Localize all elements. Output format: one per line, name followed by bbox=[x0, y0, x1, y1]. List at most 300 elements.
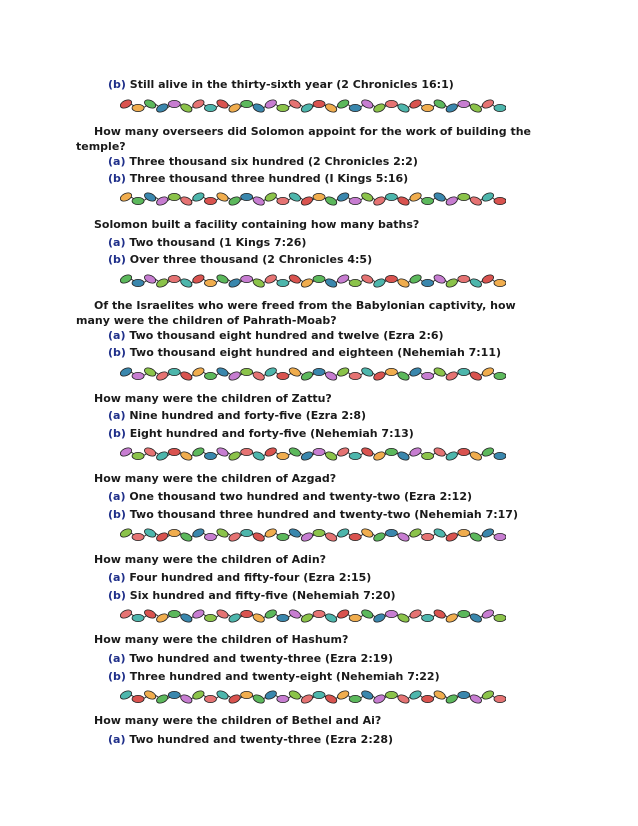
leaf-icon bbox=[168, 610, 180, 617]
option-text: Three hundred and twenty-eight (Nehemiah 7:22) bbox=[125, 670, 440, 683]
leaf-icon bbox=[143, 446, 157, 458]
leaf-icon bbox=[481, 191, 495, 203]
leaf-icon bbox=[494, 695, 506, 702]
question-2: Solomon built a facility containing how many baths? bbox=[94, 218, 420, 231]
leaf-icon bbox=[204, 104, 216, 111]
leaf-icon bbox=[409, 366, 423, 378]
option-text: Over three thousand (2 Chronicles 4:5) bbox=[125, 253, 373, 266]
leaf-icon bbox=[385, 100, 397, 107]
leaf-icon bbox=[300, 531, 314, 543]
option-8a bbox=[108, 732, 568, 747]
leaf-icon bbox=[132, 452, 144, 459]
option-letter: (b) bbox=[108, 589, 126, 602]
vine-border-graphic bbox=[120, 190, 506, 208]
vine-border-graphic bbox=[120, 607, 506, 625]
leaf-icon bbox=[155, 102, 169, 114]
leaf-icon bbox=[481, 273, 495, 285]
option-text: One thousand two hundred and twenty-two (Ezra 2:12) bbox=[125, 490, 473, 503]
leaf-icon bbox=[277, 104, 289, 111]
option-5b bbox=[108, 507, 568, 522]
leaf-icon bbox=[409, 608, 423, 620]
leaf-icon bbox=[132, 695, 144, 702]
vine-border-graphic bbox=[120, 97, 506, 115]
leaf-icon bbox=[397, 693, 411, 705]
leaf-icon bbox=[324, 693, 338, 705]
leaf-icon bbox=[409, 446, 423, 458]
leaf-icon bbox=[179, 102, 193, 114]
leaf-icon bbox=[155, 195, 169, 207]
leaf-icon bbox=[143, 191, 157, 203]
leaf-icon bbox=[228, 693, 242, 705]
vine-border-icon bbox=[120, 607, 506, 625]
leaf-icon bbox=[120, 273, 133, 285]
leaf-icon bbox=[481, 366, 495, 378]
leaf-icon bbox=[179, 370, 193, 382]
leaf-icon bbox=[313, 100, 325, 107]
vine-border-graphic bbox=[120, 526, 506, 544]
leaf-icon bbox=[385, 448, 397, 455]
leaf-icon bbox=[422, 695, 434, 702]
leaf-icon bbox=[252, 370, 266, 382]
leaf-icon bbox=[409, 527, 423, 539]
option-4b bbox=[108, 426, 568, 441]
leaf-icon bbox=[132, 372, 144, 379]
leaf-icon bbox=[252, 531, 266, 543]
leaf-icon bbox=[494, 104, 506, 111]
leaf-icon bbox=[494, 197, 506, 204]
leaf-icon bbox=[445, 195, 459, 207]
leaf-icon bbox=[277, 197, 289, 204]
leaf-icon bbox=[385, 610, 397, 617]
leaf-icon bbox=[324, 102, 338, 114]
vine-border-graphic bbox=[120, 365, 506, 383]
leaf-icon bbox=[252, 102, 266, 114]
leaf-icon bbox=[433, 608, 447, 620]
leaf-icon bbox=[241, 610, 253, 617]
option-text: Nine hundred and forty-five (Ezra 2:8) bbox=[125, 409, 367, 422]
leaf-icon bbox=[120, 446, 133, 458]
leaf-icon bbox=[372, 531, 386, 543]
leaf-icon bbox=[445, 450, 459, 462]
leaf-icon bbox=[385, 193, 397, 200]
leaf-icon bbox=[458, 610, 470, 617]
leaf-icon bbox=[300, 277, 314, 289]
option-letter: (a) bbox=[108, 571, 126, 584]
leaf-icon bbox=[397, 195, 411, 207]
leaf-icon bbox=[288, 98, 302, 110]
leaf-icon bbox=[264, 98, 278, 110]
leaf-icon bbox=[422, 197, 434, 204]
leaf-icon bbox=[179, 612, 193, 624]
vine-border-graphic bbox=[120, 445, 506, 463]
leaf-icon bbox=[155, 370, 169, 382]
leaf-icon bbox=[241, 691, 253, 698]
leaf-icon bbox=[372, 195, 386, 207]
vine-border-icon bbox=[120, 190, 506, 208]
leaf-icon bbox=[445, 693, 459, 705]
leaf-icon bbox=[168, 448, 180, 455]
leaf-icon bbox=[372, 370, 386, 382]
leaf-icon bbox=[143, 527, 157, 539]
leaf-icon bbox=[336, 191, 350, 203]
leaf-icon bbox=[360, 366, 374, 378]
leaf-icon bbox=[313, 193, 325, 200]
leaf-icon bbox=[241, 368, 253, 375]
leaf-icon bbox=[168, 193, 180, 200]
leaf-icon bbox=[143, 98, 157, 110]
leaf-icon bbox=[336, 366, 350, 378]
leaf-icon bbox=[458, 193, 470, 200]
leaf-icon bbox=[494, 533, 506, 540]
option-letter: (b) bbox=[108, 253, 126, 266]
leaf-icon bbox=[204, 452, 216, 459]
leaf-icon bbox=[277, 533, 289, 540]
leaf-icon bbox=[349, 614, 361, 621]
leaf-icon bbox=[216, 191, 230, 203]
option-6a bbox=[108, 570, 568, 585]
option-letter: (b) bbox=[108, 508, 126, 521]
leaf-icon bbox=[204, 695, 216, 702]
leaf-icon bbox=[216, 273, 230, 285]
leaf-icon bbox=[300, 612, 314, 624]
leaf-icon bbox=[360, 273, 374, 285]
leaf-icon bbox=[494, 614, 506, 621]
leaf-icon bbox=[228, 195, 242, 207]
leaf-icon bbox=[433, 446, 447, 458]
leaf-icon bbox=[191, 446, 205, 458]
leaf-icon bbox=[433, 689, 447, 701]
leaf-icon bbox=[481, 446, 495, 458]
leaf-icon bbox=[241, 100, 253, 107]
option-1b bbox=[108, 171, 568, 186]
leaf-icon bbox=[336, 273, 350, 285]
option-letter: (b) bbox=[108, 427, 126, 440]
leaf-icon bbox=[120, 608, 133, 620]
leaf-icon bbox=[385, 691, 397, 698]
leaf-icon bbox=[494, 452, 506, 459]
option-text: Two thousand three hundred and twenty-two (Nehemiah 7:17) bbox=[125, 508, 518, 521]
leaf-icon bbox=[252, 693, 266, 705]
leaf-icon bbox=[120, 689, 133, 701]
leaf-icon bbox=[336, 527, 350, 539]
option-text: Two thousand (1 Kings 7:26) bbox=[125, 236, 307, 249]
leaf-icon bbox=[228, 450, 242, 462]
leaf-icon bbox=[324, 370, 338, 382]
leaf-icon bbox=[385, 275, 397, 282]
question-8: How many were the children of Bethel and Ai? bbox=[94, 714, 382, 727]
leaf-icon bbox=[216, 608, 230, 620]
question-1: How many overseers did Solomon appoint for the work of building the temple? bbox=[76, 125, 532, 153]
leaf-icon bbox=[179, 277, 193, 289]
vine-border-icon bbox=[120, 365, 506, 383]
leaf-icon bbox=[445, 102, 459, 114]
leaf-icon bbox=[433, 527, 447, 539]
leaf-icon bbox=[264, 527, 278, 539]
leaf-icon bbox=[241, 529, 253, 536]
leaf-icon bbox=[264, 608, 278, 620]
leaf-icon bbox=[313, 275, 325, 282]
leaf-icon bbox=[155, 277, 169, 289]
leaf-icon bbox=[179, 195, 193, 207]
leaf-icon bbox=[458, 100, 470, 107]
leaf-icon bbox=[433, 98, 447, 110]
leaf-icon bbox=[422, 533, 434, 540]
leaf-icon bbox=[168, 100, 180, 107]
leaf-icon bbox=[252, 450, 266, 462]
leaf-icon bbox=[360, 527, 374, 539]
leaf-icon bbox=[228, 612, 242, 624]
option-7a bbox=[108, 651, 568, 666]
leaf-icon bbox=[120, 98, 133, 110]
leaf-icon bbox=[277, 279, 289, 286]
leaf-icon bbox=[288, 191, 302, 203]
leaf-icon bbox=[469, 693, 483, 705]
leaf-icon bbox=[191, 366, 205, 378]
leaf-icon bbox=[385, 368, 397, 375]
leaf-icon bbox=[191, 98, 205, 110]
option-letter: (a) bbox=[108, 329, 126, 342]
leaf-icon bbox=[433, 191, 447, 203]
leaf-icon bbox=[372, 693, 386, 705]
leaf-icon bbox=[397, 102, 411, 114]
leaf-icon bbox=[433, 366, 447, 378]
leaf-icon bbox=[277, 614, 289, 621]
leaf-icon bbox=[469, 612, 483, 624]
leaf-icon bbox=[288, 366, 302, 378]
leaf-icon bbox=[277, 372, 289, 379]
leaf-icon bbox=[349, 104, 361, 111]
leaf-icon bbox=[397, 370, 411, 382]
leaf-icon bbox=[324, 450, 338, 462]
option-text: Two thousand eight hundred and eighteen (Nehemiah 7:11) bbox=[125, 346, 501, 359]
leaf-icon bbox=[469, 102, 483, 114]
leaf-icon bbox=[120, 191, 133, 203]
option-3b bbox=[108, 345, 568, 360]
leaf-icon bbox=[252, 195, 266, 207]
leaf-icon bbox=[494, 279, 506, 286]
leaf-icon bbox=[143, 366, 157, 378]
option-text: Four hundred and fifty-four (Ezra 2:15) bbox=[125, 571, 372, 584]
leaf-icon bbox=[216, 527, 230, 539]
option-text: Still alive in the thirty-sixth year (2 Chronicles 16:1) bbox=[125, 78, 454, 91]
option-7b bbox=[108, 669, 568, 684]
leaf-icon bbox=[360, 689, 374, 701]
leaf-icon bbox=[481, 98, 495, 110]
leaf-icon bbox=[204, 197, 216, 204]
leaf-icon bbox=[191, 191, 205, 203]
leaf-icon bbox=[264, 446, 278, 458]
leaf-icon bbox=[300, 450, 314, 462]
leaf-icon bbox=[360, 98, 374, 110]
leaf-icon bbox=[216, 689, 230, 701]
leaf-icon bbox=[469, 277, 483, 289]
leaf-icon bbox=[469, 450, 483, 462]
option-top-b bbox=[108, 77, 568, 92]
leaf-icon bbox=[228, 531, 242, 543]
leaf-icon bbox=[372, 102, 386, 114]
leaf-icon bbox=[445, 370, 459, 382]
leaf-icon bbox=[277, 695, 289, 702]
leaf-icon bbox=[228, 370, 242, 382]
leaf-icon bbox=[409, 191, 423, 203]
leaf-icon bbox=[422, 372, 434, 379]
option-1a bbox=[108, 154, 568, 169]
option-letter: (a) bbox=[108, 733, 126, 746]
leaf-icon bbox=[349, 279, 361, 286]
leaf-icon bbox=[216, 366, 230, 378]
leaf-icon bbox=[360, 446, 374, 458]
leaf-icon bbox=[422, 104, 434, 111]
leaf-icon bbox=[288, 689, 302, 701]
leaf-icon bbox=[216, 98, 230, 110]
leaf-icon bbox=[422, 452, 434, 459]
option-letter: (b) bbox=[108, 346, 126, 359]
leaf-icon bbox=[132, 533, 144, 540]
leaf-icon bbox=[445, 277, 459, 289]
vine-border-icon bbox=[120, 526, 506, 544]
leaf-icon bbox=[481, 527, 495, 539]
leaf-icon bbox=[469, 195, 483, 207]
leaf-icon bbox=[349, 197, 361, 204]
option-4a bbox=[108, 408, 568, 423]
leaf-icon bbox=[313, 448, 325, 455]
leaf-icon bbox=[252, 612, 266, 624]
leaf-icon bbox=[372, 277, 386, 289]
leaf-icon bbox=[241, 448, 253, 455]
leaf-icon bbox=[469, 370, 483, 382]
leaf-icon bbox=[300, 693, 314, 705]
leaf-icon bbox=[288, 527, 302, 539]
leaf-icon bbox=[397, 450, 411, 462]
leaf-icon bbox=[336, 98, 350, 110]
leaf-icon bbox=[409, 273, 423, 285]
leaf-icon bbox=[360, 608, 374, 620]
option-letter: (b) bbox=[108, 172, 126, 185]
option-letter: (b) bbox=[108, 78, 126, 91]
leaf-icon bbox=[179, 531, 193, 543]
leaf-icon bbox=[372, 612, 386, 624]
option-text: Two thousand eight hundred and twelve (Ezra 2:6) bbox=[125, 329, 444, 342]
leaf-icon bbox=[336, 689, 350, 701]
option-letter: (a) bbox=[108, 155, 126, 168]
leaf-icon bbox=[168, 691, 180, 698]
leaf-icon bbox=[241, 275, 253, 282]
option-2b bbox=[108, 252, 568, 267]
leaf-icon bbox=[458, 275, 470, 282]
leaf-icon bbox=[155, 531, 169, 543]
leaf-icon bbox=[360, 191, 374, 203]
leaf-icon bbox=[168, 275, 180, 282]
leaf-icon bbox=[204, 533, 216, 540]
leaf-icon bbox=[313, 691, 325, 698]
vine-border-graphic bbox=[120, 688, 506, 706]
leaf-icon bbox=[191, 273, 205, 285]
vine-border-graphic bbox=[120, 272, 506, 290]
leaf-icon bbox=[409, 98, 423, 110]
question-7: How many were the children of Hashum? bbox=[94, 633, 349, 646]
leaf-icon bbox=[288, 446, 302, 458]
leaf-icon bbox=[155, 450, 169, 462]
leaf-icon bbox=[120, 527, 133, 539]
leaf-icon bbox=[132, 104, 144, 111]
leaf-icon bbox=[143, 273, 157, 285]
leaf-icon bbox=[204, 279, 216, 286]
leaf-icon bbox=[349, 452, 361, 459]
leaf-icon bbox=[494, 372, 506, 379]
leaf-icon bbox=[264, 191, 278, 203]
leaf-icon bbox=[120, 366, 133, 378]
leaf-icon bbox=[264, 273, 278, 285]
leaf-icon bbox=[324, 277, 338, 289]
leaf-icon bbox=[336, 446, 350, 458]
question-5: How many were the children of Azgad? bbox=[94, 472, 337, 485]
option-text: Two hundred and twenty-three (Ezra 2:19) bbox=[125, 652, 394, 665]
leaf-icon bbox=[179, 693, 193, 705]
leaf-icon bbox=[385, 529, 397, 536]
leaf-icon bbox=[458, 529, 470, 536]
leaf-icon bbox=[433, 273, 447, 285]
vine-border-icon bbox=[120, 97, 506, 115]
leaf-icon bbox=[372, 450, 386, 462]
vine-border-icon bbox=[120, 272, 506, 290]
leaf-icon bbox=[458, 691, 470, 698]
leaf-icon bbox=[204, 614, 216, 621]
leaf-icon bbox=[168, 529, 180, 536]
leaf-icon bbox=[155, 693, 169, 705]
leaf-icon bbox=[409, 689, 423, 701]
leaf-icon bbox=[264, 689, 278, 701]
leaf-icon bbox=[324, 612, 338, 624]
option-letter: (a) bbox=[108, 652, 126, 665]
leaf-icon bbox=[458, 368, 470, 375]
leaf-icon bbox=[241, 193, 253, 200]
leaf-icon bbox=[300, 370, 314, 382]
leaf-icon bbox=[252, 277, 266, 289]
leaf-icon bbox=[324, 531, 338, 543]
leaf-icon bbox=[313, 368, 325, 375]
leaf-icon bbox=[300, 195, 314, 207]
leaf-icon bbox=[143, 608, 157, 620]
leaf-icon bbox=[204, 372, 216, 379]
leaf-icon bbox=[349, 533, 361, 540]
leaf-icon bbox=[228, 102, 242, 114]
leaf-icon bbox=[179, 450, 193, 462]
leaf-icon bbox=[324, 195, 338, 207]
leaf-icon bbox=[132, 279, 144, 286]
leaf-icon bbox=[445, 531, 459, 543]
leaf-icon bbox=[397, 531, 411, 543]
leaf-icon bbox=[313, 610, 325, 617]
question-6: How many were the children of Adin? bbox=[94, 553, 327, 566]
option-text: Three thousand three hundred (I Kings 5:16) bbox=[125, 172, 409, 185]
option-letter: (a) bbox=[108, 490, 126, 503]
leaf-icon bbox=[191, 527, 205, 539]
leaf-icon bbox=[469, 531, 483, 543]
option-text: Three thousand six hundred (2 Chronicles 2:2) bbox=[125, 155, 418, 168]
option-6b bbox=[108, 588, 568, 603]
leaf-icon bbox=[191, 608, 205, 620]
leaf-icon bbox=[445, 612, 459, 624]
option-3a bbox=[108, 328, 568, 343]
option-text: Eight hundred and forty-five (Nehemiah 7:13) bbox=[125, 427, 414, 440]
question-3: Of the Israelites who were freed from the Babylonian captivity, how many were the children of Pahrath-Moab? bbox=[76, 299, 516, 327]
leaf-icon bbox=[422, 279, 434, 286]
vine-border-icon bbox=[120, 688, 506, 706]
leaf-icon bbox=[132, 197, 144, 204]
option-2a bbox=[108, 235, 568, 250]
leaf-icon bbox=[143, 689, 157, 701]
leaf-icon bbox=[277, 452, 289, 459]
